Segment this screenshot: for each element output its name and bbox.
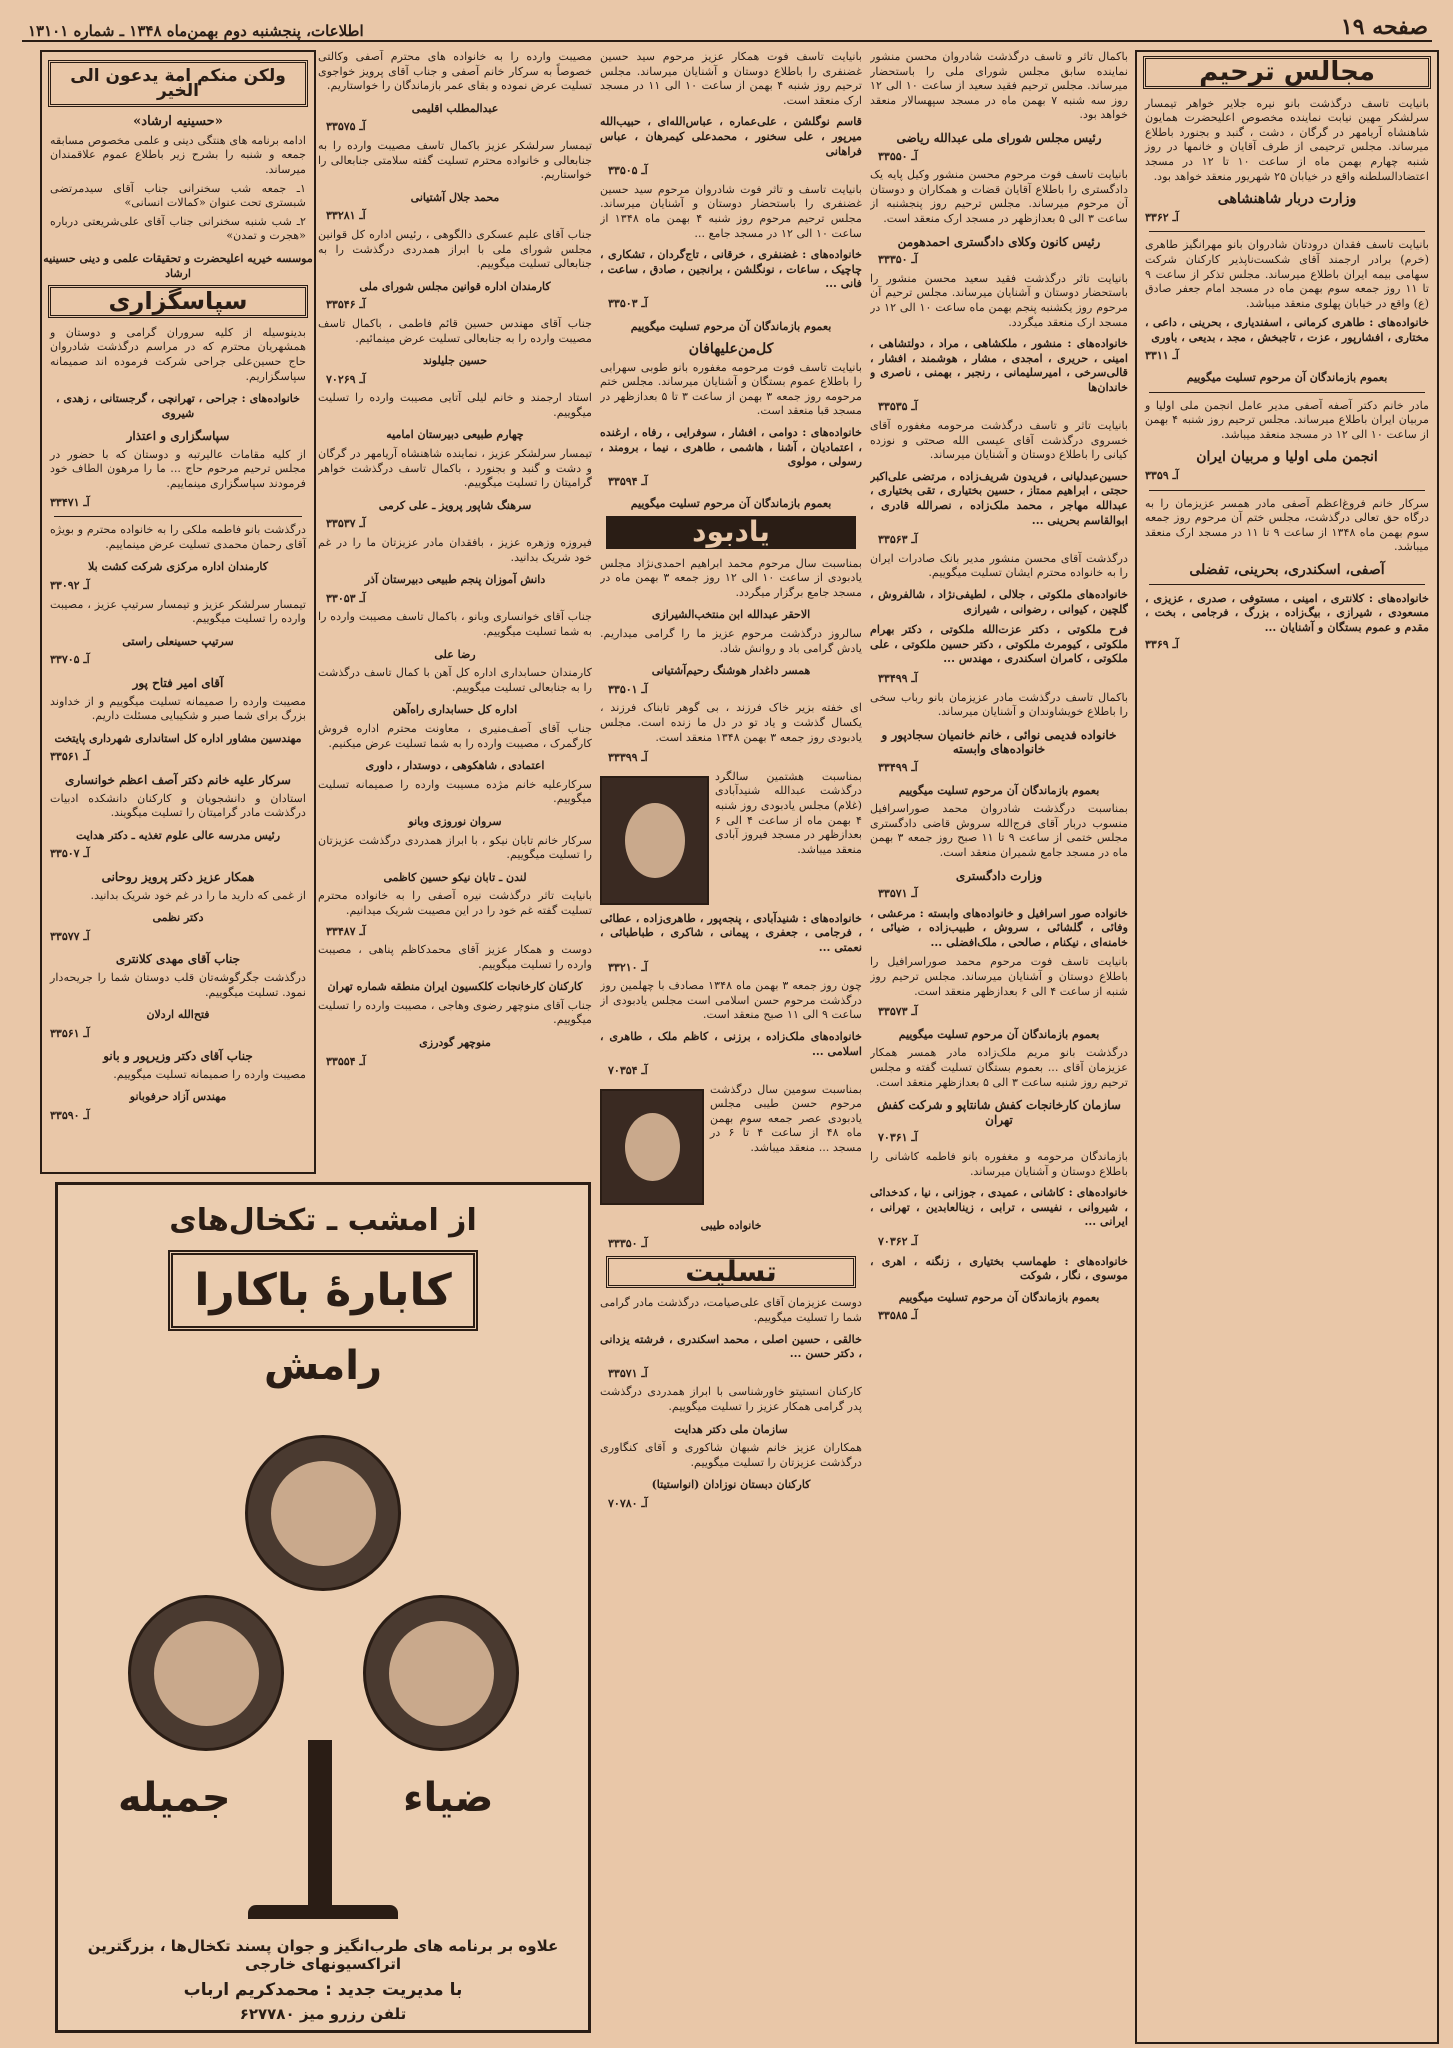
notice-code: آـ ۳۳۱۱ bbox=[1145, 348, 1179, 362]
club-base-icon bbox=[248, 1905, 398, 1919]
notice: بمناسبت هشتمین سالگرد درگذشت عبدالله شنیدآبادی (غلام) مجلس یادبودی روز شنبه ۴ بهمن ماه از ساعت ۴ الی ۶ بعدازظهر در مسجد فیروز آبادی منعقد میباشد. bbox=[715, 769, 862, 856]
banner-yadbood: یادبود bbox=[606, 516, 856, 549]
notice-footer: بعموم بازماندگان آن مرحوم تسلیت میگوییم bbox=[898, 783, 1100, 797]
notice-heading: جناب آقای مهدی کلانتری bbox=[115, 952, 241, 967]
notice-signature: سرتیپ حسینعلی راستی bbox=[122, 634, 234, 648]
notice-code: آـ ۳۳۵۸۵ bbox=[878, 1309, 918, 1323]
notice: بانیایت تاسف فوت همکار عزیز مرحوم سید حسین غضنفری را باطلاع دوستان و آشنایان میرساند. مجلس ترحیم روز شنبه ۴ بهمن از ساعت ۱۰ الی ۱۱ در مسجد ارک منعقد است. bbox=[600, 50, 862, 107]
notice-signature: الاحقر عبدالله ابن منتخب‌الشیرازی bbox=[651, 608, 811, 622]
notice-code: آـ ۳۳۰۹۲ bbox=[50, 579, 90, 593]
notice-code: آـ ۳۳۵۶۱ bbox=[50, 1026, 90, 1040]
notice: از غمی که دارید ما را در غم خود شریک بدانید. bbox=[90, 888, 306, 902]
ad-title: کابارهٔ باکارا bbox=[168, 1250, 478, 1331]
performer-name-right: ضیاء bbox=[403, 1775, 494, 1821]
notice: بانیایت تاسف فوت مرحوم محمد صوراسرافیل را باطلاع دوستان و آشنایان میرساند. مجلس ترحیم روز شنبه از ساعت ۴ الی ۶ بعدازظهر منعقد است. bbox=[870, 955, 1128, 998]
notice: بانیایت تاسف فوت مرحوم محسن منشور وکیل پایه یک دادگستری را باطلاع آقایان قضات و همکاران و دوستان آن مرحوم میرساند. مجلس ترحیم روز پنجشنبه از ساعت ۳ الی ۵ بعدازظهر در مسجد ارک منعقد است. bbox=[870, 168, 1128, 225]
notice: بدینوسیله از کلیه سروران گرامی و دوستان و همشهریان محترم که در مراسم درگذشت شادروان حاج حسین‌علی جراحی شرکت فرموده اند صمیمانه سپاسگزاریم. bbox=[50, 325, 306, 383]
notice-code: آـ ۳۳۲۸۱ bbox=[326, 209, 366, 223]
newspaper-dateline: اطلاعات، پنجشنبه دوم بهمن‌ماه ۱۳۴۸ ـ شماره ۱۳۱۰۱ bbox=[28, 22, 364, 40]
notice: خانواده‌های : منشور ، ملکشاهی ، مراد ، دولتشاهی ، امینی ، حریری ، امجدی ، مشار ، هوشمند ، افشار ، قالی‌سرخی ، امیرسلیمانی ، رنجبر ، بهمنی ، ناصری و خاندان‌ها bbox=[870, 336, 1128, 394]
notice: فیروزه وزهره عزیز ، بافقدان مادر عزیزتان ما را در غم خود شریک بدانید. bbox=[318, 536, 592, 564]
notice-signature: محمد جلال آشتیانی bbox=[410, 190, 500, 204]
notice: بانیایت تاسف فقدان درودتان شادروان بانو مهرانگیز طاهری (خرم) برادر ارجمند آقای شکست‌ناپذیر کارکنان شرکت سهامی بیمه ایران باطلاع میرساند. مجلس تذکر از ساعت ۹ تا ۱۱ روز جمعه سوم بهمن ماه در مسجد امام جعفر صادق (ع) واقع در خیابان پهلوی منعقد میباشد. bbox=[1145, 238, 1429, 310]
notice-signature: سازمان کارخانجات کفش شانتاپو و شرکت کفش تهران bbox=[877, 1098, 1121, 1127]
face-icon bbox=[625, 803, 685, 878]
notice: کارمندان حسابداری اداره کل آهن با کمال تاسف درگذشت را به جنابعالی تسلیت میگوییم. bbox=[318, 666, 592, 694]
notice-code: آـ ۳۳۵۷۳ bbox=[878, 1005, 918, 1019]
notice-signature: دکتر نظمی bbox=[152, 911, 204, 925]
notice-footer: بعموم بازماندگان آن مرحوم تسلیت میگوییم bbox=[898, 1290, 1100, 1304]
notice-signature: رئیس کانون وکلای دادگستری احمدهومن bbox=[897, 234, 1101, 249]
notice-code: آـ ۳۳۴۸۷ bbox=[326, 924, 366, 938]
notice: قاسم نوگلشن ، علی‌عماره ، عباس‌الله‌ای ، حبیب‌الله میرپور ، علی سخنور ، محمدعلی کیمرهان ، عباس فراهانی bbox=[600, 114, 862, 158]
notice-code: آـ ۳۳۰۵۳ bbox=[326, 591, 366, 605]
notice-heading: کل‌من‌علیهافان bbox=[688, 341, 774, 358]
notice-code: آـ ۳۳۵۶۱ bbox=[50, 750, 90, 764]
notice-code: آـ ۷۰۳۶۱ bbox=[878, 1131, 918, 1145]
notice: سالروز درگذشت مرحوم عزیز ما را گرامی میداریم. یادش گرامی باد و روانش شاد. bbox=[600, 627, 862, 655]
notice-code: آـ ۳۳۵۵۴ bbox=[326, 1054, 366, 1068]
notice: جناب آقای آصف‌منیری ، معاونت محترم اداره فروش کارگمرک ، مصیبت وارده را به شما تسلیت عرض میکنیم. bbox=[318, 721, 592, 750]
notice-signature: مهندس آزاد حرفوبانو bbox=[129, 1090, 227, 1104]
notice: سرکار خانم فروغ‌اعظم آصفی مادر همسر عزیزمان را به درگاه حق تعالی درگذشت، مجلس ختم آن مرحوم روز جمعه سوم بهمن ماه ۱۳۴۸ از ساعت ۹ تا ۱۱ در مسجد ارک منعقد میباشد. bbox=[1145, 496, 1429, 554]
notice-signature: کارمندان اداره مرکزی شرکت کشت بلا bbox=[88, 560, 268, 574]
notice-code: آـ ۳۳۷۰۵ bbox=[50, 653, 90, 667]
notice: کارکنان انستیتو خاورشناسی با ابراز همدردی درگذشت پدر گرامی همکار عزیز را تسلیت میگوییم. bbox=[600, 1385, 862, 1414]
notice-code: آـ ۷۰۳۶۲ bbox=[878, 1234, 918, 1248]
notice: بمناسبت درگذشت شادروان محمد صوراسرافیل منسوب دربار آقای فرج‌الله سروش قاضی دادگستری مجلس ختمی از ساعت ۹ تا ۱۱ صبح روز جمعه ۳ بهمن ماه در مسجد جامع شمیران منعقد است. bbox=[870, 802, 1128, 859]
notice-signature: فتح‌الله اردلان bbox=[146, 1008, 210, 1022]
notice: بانیایت تاثر درگذشت نیره آصفی را به خانواده محترم تسلیت گفته غم خود را در این مصیبت شریک میدانیم. bbox=[318, 889, 592, 917]
notice-footer: بعموم بازماندگان آن مرحوم تسلیت میگوییم bbox=[630, 497, 832, 511]
notice-signature: اعتمادی ، شاهکوهی ، دوستدار ، داوری bbox=[365, 759, 545, 773]
notice: فرح ملکوتی ، دکتر عزت‌الله ملکوتی ، دکتر بهرام ملکوتی ، کیومرث ملکوتی ، دکتر حسین ملکوتی ، علی ملکوتی ، کامران اسکندری ، مهندس ... bbox=[870, 622, 1128, 666]
face-icon bbox=[154, 1621, 259, 1726]
notice: خانواده‌های : طهماسب بختیاری ، زنگنه ، اهری ، موسوی ، نگار ، شوکت bbox=[870, 1253, 1128, 1283]
banner-taslit: تسلیت bbox=[606, 1256, 856, 1289]
notice: خالقی ، حسین اصلی ، محمد اسکندری ، فرشته یزدانی ، دکتر حسن ... bbox=[600, 1331, 862, 1361]
notice-code: آـ ۳۳۴۹۹ bbox=[878, 671, 918, 685]
performer-name-left: جمیله bbox=[118, 1775, 231, 1821]
divider bbox=[1149, 490, 1425, 491]
notice: جناب آقای منوچهر رضوی وهاجی ، مصیبت وارده را تسلیت میگوییم. bbox=[318, 998, 592, 1027]
notice-code: آـ ۳۳۵۳۵ bbox=[878, 400, 918, 414]
notice-signature: کارکنان دبستان نوزادان (انواستیتا) bbox=[651, 1478, 811, 1492]
notice-signature: اداره کل حسابداری راه‌آهن bbox=[392, 703, 518, 717]
banner-subtitle: «حسینیه ارشاد» bbox=[133, 114, 223, 130]
notice: بازماندگان مرحومه و مغفوره بانو فاطمه کاشانی را باطلاع دوستان و آشنایان میرساند. bbox=[870, 1150, 1128, 1178]
notice-code: آـ ۳۳۵۵۰ bbox=[878, 149, 918, 163]
notice-signature: انجمن ملی اولیا و مربیان ایران bbox=[1196, 449, 1378, 466]
notice-signature: همسر داغدار هوشنگ رحیم‌آشتیانی bbox=[651, 664, 811, 678]
notice-signature: کارمندان اداره قوانین مجلس شورای ملی bbox=[359, 279, 551, 293]
page-number: صفحه ۱۹ bbox=[1340, 14, 1428, 40]
portrait-photo bbox=[600, 1089, 704, 1205]
notice-signature: خانواده طیبی bbox=[700, 1218, 762, 1232]
divider bbox=[1149, 231, 1425, 232]
notice: ۲ـ شب شنبه سخنرانی جناب آقای علی‌شریعتی درباره «هجرت و تمدن» bbox=[50, 214, 306, 243]
notice: بمناسبت سومین سال درگذشت مرحوم حسن طیبی مجلس یادبودی عصر جمعه سوم بهمن ماه ۴۸ از ساعت ۴ تا ۶ در مسجد ... منعقد میباشد. bbox=[710, 1082, 862, 1155]
singer-photo bbox=[245, 1435, 401, 1591]
notice-heading: سپاسگزاری و اعتذار bbox=[126, 429, 230, 444]
column-mourning-2 bbox=[870, 50, 1128, 2040]
notice: باکمال تاثر و تاسف درگذشت شادروان محسن منشور نماینده سابق مجلس شورای ملی را باستحضار میرساند. مجلس ترحیم فقید سعید از ساعت ۱۰ الی ۱۲ روز سه شنبه ۷ بهمن ماه در مسجد سپهسالار منعقد خواهد بود. bbox=[870, 50, 1128, 122]
notice: درگذشت بانو فاطمه ملکی را به خانواده محترم و بویژه آقای رحمان محمدی تسلیت عرض مینماییم. bbox=[50, 523, 306, 551]
notice: چون روز جمعه ۳ بهمن ماه ۱۳۴۸ مصادف با چهلمین روز درگذشت مرحوم حسن اسلامی است مجلس یادبودی از ساعت ۹ الی ۱۱ صبح منعقد است. bbox=[600, 979, 862, 1022]
performer-photo-left bbox=[128, 1595, 284, 1751]
notice: مصیبت وارده را به خانواده های محترم آصفی وکالتی خصوصاً به سرکار خانم آصفی و جناب آقای پرویز خواجوی تسلیت عرض نموده و بقای عمر بازماندگان را خواستاریم. bbox=[318, 50, 592, 93]
notice-code: آـ ۳۳۶۲ bbox=[1145, 210, 1179, 224]
notice: درگذشت آقای محسن منشور مدیر بانک صادرات ایران را به خانواده محترم ایشان تسلیت میگوییم. bbox=[870, 551, 1128, 580]
notice: مصیبت وارده را صمیمانه تسلیت میگوییم. bbox=[113, 1067, 306, 1081]
divider bbox=[1149, 584, 1425, 585]
notice-code: آـ ۳۳۵۹۰ bbox=[50, 1109, 90, 1123]
cabaret-advertisement bbox=[55, 1182, 591, 2033]
notice-code: آـ ۳۳۶۹ bbox=[1145, 638, 1179, 652]
notice: خانواده‌های : شنیدآبادی ، پنجه‌پور ، طاهری‌زاده ، عطائی ، فرجامی ، جعفری ، پیمانی ، شاکری ، طباطبائی ، نعمتی ... bbox=[600, 910, 862, 954]
performer-photo-right bbox=[363, 1595, 519, 1751]
notice-signature: دانش آموزان پنجم طبیعی دبیرستان آذر bbox=[364, 573, 546, 587]
notice: خانواده‌های ملکوتی ، جلالی ، لطیفی‌نژاد ، شالفروش ، گلچین ، کیوانی ، رضوانی ، شیرازی bbox=[870, 587, 1128, 616]
notice: خانواده‌های : کاشانی ، عمیدی ، جوزانی ، نیا ، کدخدائی ، شیروانی ، نفیسی ، ترابی ، زینالعابدین ، تهرانی ، ایرانی ... bbox=[870, 1185, 1128, 1229]
notice-code: آـ ۳۳۴۷۱ bbox=[50, 495, 90, 509]
banner-quran-verse: ولکن منکم امة یدعون الی الخیر bbox=[48, 60, 308, 107]
notice-signature: عبدالمطلب اقلیمی bbox=[411, 101, 499, 115]
notice-footer: بعموم بازماندگان آن مرحوم تسلیت میگوییم bbox=[1186, 371, 1388, 385]
notice-code: آـ ۳۳۵۷۱ bbox=[878, 887, 918, 901]
notice-heading: همکار عزیز دکتر پرویز روحانی bbox=[101, 869, 255, 884]
notice-code: آـ ۳۳۵۷۷ bbox=[50, 929, 90, 943]
notice-code: آـ ۳۳۵۰۵ bbox=[608, 164, 648, 178]
portrait-photo bbox=[600, 776, 709, 905]
notice: دوست و همکار عزیز آقای محمدکاظم پناهی ، مصیبت وارده را تسلیت میگوییم. bbox=[318, 943, 592, 971]
notice-code: آـ ۳۳۵۶۳ bbox=[878, 533, 918, 547]
notice-code: آـ ۳۳۵۰۳ bbox=[608, 296, 648, 310]
notice: مادر خانم دکتر آصفه آصفی مدیر عامل انجمن ملی اولیا و مربیان ایران باطلاع میرساند. مجلس ترحیم روز شنبه ۴ بهمن از ساعت ۱۰ الی ۱۲ در مسجد منعقد میباشد. bbox=[1145, 398, 1429, 441]
notice-footer: بعموم بازماندگان آن مرحوم تسلیت میگوییم bbox=[898, 1027, 1100, 1041]
notice-code: آـ ۳۳۳۵۰ bbox=[878, 253, 918, 267]
face-icon bbox=[389, 1621, 494, 1726]
notice-signature: مهندسین مشاور اداره کل استانداری شهرداری پایتخت bbox=[54, 731, 302, 745]
notice-signature: کارکنان کارخانجات کلکسیون ایران منطقه شماره تهران bbox=[327, 980, 583, 994]
notice-signature: سازمان ملی دکتر هدایت bbox=[674, 1422, 788, 1436]
notice-heading: جناب آقای دکتر وزیرپور و بانو bbox=[103, 1049, 253, 1064]
banner-sepasgozari: سپاسگزاری bbox=[48, 285, 308, 318]
notice-signature: چهارم طبیعی دبیرستان امامیه bbox=[386, 428, 524, 442]
notice: ادامه برنامه های هنتگی دینی و علمی مخصوص مسابقه جمعه و شنبه را بشرح زیر باطلاع عموم علاقمندان میرساند. bbox=[50, 133, 306, 176]
notice: استاد ارجمند و خانم لیلی آتایی مصیبت وارده را تسلیت میگوییم. bbox=[318, 391, 592, 419]
notice-code: آـ ۳۳۳۵۰ bbox=[608, 1237, 648, 1251]
notice-code: آـ ۳۳۵۳۷ bbox=[326, 517, 366, 531]
ad-headline: از امشب ـ تکخال‌های bbox=[169, 1203, 477, 1238]
notice-signature: رئیس مدرسه عالی علوم تغذیه ـ دکتر هدایت bbox=[75, 828, 281, 842]
notice-signature: موسسه خیریه اعلیحضرت و تحقیقات علمی و دینی حسینیه ارشاد bbox=[43, 251, 313, 280]
notice: بانیایت تاسف و تاثر فوت شادروان مرحوم سید حسین غضنفری را باستحضار دوستان و آشنایان میرساند. مجلس ترحیم مرحوم روز شنبه ۴ بهمن ماه ۱۳۴۸ از ساعت ۱۰ الی ۱۲ در مسجد جامع ... bbox=[600, 182, 862, 240]
notice-signature: آصفی، اسکندری، بحرینی، تفضلی bbox=[1189, 562, 1385, 579]
notice: سرکار خانم تابان نیکو ، با ابراز همدردی درگذشت عزیزتان را تسلیت میگوییم. bbox=[318, 833, 592, 862]
notice: ای خفته بزیر خاک فرزند ، بی گوهر تابناک فرزند ، یکسال گذشت و یاد تو در دل ما زنده است. مجلس یادبودی روز جمعه ۳ بهمن ۱۳۴۸ منعقد است. bbox=[600, 701, 862, 744]
column-condolence-2 bbox=[40, 50, 316, 1174]
notice-code: آـ ۳۳۵۴۶ bbox=[326, 298, 366, 312]
notice: خانواده‌های : غضنفری ، خرقانی ، تاج‌گردان ، تشکاری ، چاچیک ، ساعات ، نونگلشن ، برانجین ، صادق ، ساعت ، فانی ... bbox=[600, 247, 862, 291]
notice-code: آـ ۳۳۵۹۴ bbox=[608, 474, 648, 488]
notice-code: آـ ۳۳۲۱۰ bbox=[608, 960, 648, 974]
notice: سرکارعلیه خانم مژده مسیبت وارده را صمیمانه تسلیت میگوییم. bbox=[318, 777, 592, 806]
notice-signature: لندن ـ تابان نیکو حسین کاظمی bbox=[383, 870, 527, 884]
face-icon bbox=[625, 1113, 680, 1181]
notice: جناب آقای مهندس حسین قائم فاطمی ، باکمال تاسف مصیبت وارده را به جنابعالی تسلیت عرض مینمائیم. bbox=[318, 316, 592, 345]
notice: جناب آقای علیم عسکری دالگوهی ، رئیس اداره کل قوانین مجلس شورای ملی با ابراز همدردی درگذشت را به جنابعالی تسلیت میگوییم. bbox=[318, 227, 592, 271]
notice-code: آـ ۷۰۳۵۴ bbox=[608, 1064, 648, 1078]
notice: بانیایت تاثر و تاسف درگذشت مرحومه مغفوره آقای خسروی درگذشت آقای عیسی الله صحتی و نوزده کیانی را باطلاع دوستان و آشنایان میرساند. bbox=[870, 419, 1128, 462]
notice-signature: خانواده فدیمی نوائی ، خانم خانمیان سجادپور و خانواده‌های وابسته bbox=[881, 727, 1117, 757]
divider bbox=[54, 516, 302, 517]
notice-code: آـ ۷۰۷۸۰ bbox=[608, 1497, 648, 1510]
notice-code: آـ ۳۳۵۰۷ bbox=[50, 847, 90, 861]
notice-code: آـ ۳۳۵۹ bbox=[1145, 469, 1179, 483]
notice: بانیایت تاثر درگذشت فقید سعید محسن منشور را باستحضار دوستان و آشنایان میرساند. مجلس ترحیم آن مرحوم روز یکشنبه پنجم بهمن ماه ساعت ۱۰ الی ۱۲ در مسجد ارک منعقد میگردد. bbox=[870, 271, 1128, 329]
notice-signature: حسین جلیلوند bbox=[422, 354, 488, 368]
notice: ۱ـ جمعه شب سخنرانی جناب آقای سیدمرتضی شبستری تحت عنوان «کمالات انسانی» bbox=[50, 181, 306, 210]
notice: تیمسار سرلشکر عزیز ، نماینده شاهنشاه آریامهر در گرگان و دشت و گنبد و بجنورد ، باکمال تاسف درگذشت خواهر گرامیتان را تسلیت میگوییم. bbox=[318, 447, 592, 490]
club-stem-icon bbox=[308, 1740, 332, 1910]
notice: خانواده صور اسرافیل و خانواده‌های وابسته : مرعشی ، وفائی ، گلشائی ، سروش ، طبیب‌زاده ، ضیائی ، خامنه‌ای ، نیکنام ، صالحی ، ملک‌افضلی ... bbox=[870, 905, 1128, 949]
notice-signature: سرهنگ شاپور پرویز ـ علی کرمی bbox=[378, 498, 532, 512]
notice: بمناسبت سال مرحوم محمد ابراهیم احمدی‌نژاد مجلس یادبودی از ساعت ۱۰ الی ۱۲ روز جمعه ۳ بهمن ماه در مسجد جامع برگزار میگردد. bbox=[600, 556, 862, 599]
ad-singer-name: رامش bbox=[263, 1343, 383, 1389]
notice: جناب آقای خوانساری وبانو ، باکمال تاسف مصیبت وارده را به شما تسلیت میگوییم. bbox=[318, 610, 592, 638]
notice-signature: سروان نوروزی وبانو bbox=[408, 814, 502, 828]
notice: باکمال تاسف درگذشت مادر عزیزمان بانو رباب سخی را باطلاع خویشاوندان و آشنایان میرساند. bbox=[870, 690, 1128, 719]
notice-signature: وزارت دربار شاهنشاهی bbox=[1217, 191, 1357, 208]
notice: حسین‌عبدلیانی ، فریدون شریف‌زاده ، مرتضی علی‌اکبر حجتی ، ابراهیم ممتاز ، حسین بختیاری ، تقی بختیاری ، عبدالله مهاجر ، محمد ملک‌زاده ، نصرالله قادری ، ابوالقاسم بحرینی ... bbox=[870, 468, 1128, 527]
banner-majales-tarhim: مجالس ترحیم bbox=[1143, 56, 1431, 89]
notice-heading: سرکار علیه خانم دکتر آصف اعظم خوانساری bbox=[65, 772, 291, 787]
notice: خانواده‌های : دوامی ، افشار ، سوفرایی ، رفاه ، ارغنده ، اعتمادیان ، آشنا ، هاشمی ، طاهری ، نیما ، برومند ، رسولی ، مولوی bbox=[600, 425, 862, 469]
column-condolence-1 bbox=[318, 50, 592, 1170]
notice: بانیایت تاسف درگذشت بانو نیره جلایر خواهر تیمسار سرلشکر مهین نیابت نماینده مخصوص اعلیحضرت همایون شاهنشاه آریامهر در گرگان ، دشت ، گنبد و بجنورد باطلاع میرساند. مجلس ترحیمی از طرف آقایان و خانمها در روز شنبه چهارم بهمن ماه از ساعت ۱۰ تا ۱۲ در مسجد اعتضادالسلطنه واقع در خیابان ۲۵ شهریور منعقد خواهد بود. bbox=[1145, 96, 1429, 183]
notice-code: آـ ۳۳۴۹۹ bbox=[878, 760, 918, 774]
notice: بانیایت تاسف فوت مرحومه مغفوره بانو طوبی سهرابی را باطلاع عموم بستگان و آشنایان میرساند. مجلس ختم مرحومه روز جمعه ۳ بهمن از ساعت ۳ تا ۵ بعدازظهر در مسجد قبا منعقد است. bbox=[600, 360, 862, 418]
notice-signature: رئیس مجلس شورای ملی عبدالله ریاضی bbox=[896, 130, 1102, 145]
notice-with-photo bbox=[600, 1083, 862, 1211]
notice-signature: خانواده‌های : جراحی ، تهرانچی ، گرجستانی ، زهدی ، شیروی bbox=[56, 392, 300, 420]
notice-signature: وزارت دادگستری bbox=[955, 868, 1043, 883]
notice-signature: رضا علی bbox=[434, 647, 476, 661]
notice-with-photo bbox=[600, 770, 862, 911]
notice-code: آـ ۳۳۳۹۹ bbox=[608, 751, 648, 765]
notice: درگذشت بانو مریم ملک‌زاده مادر همسر همکار عزیزمان آقای ... بعموم بستگان تسلیت گفته و مجلس ترحیم روز شنبه ساعت ۳ الی ۵ بعدازظهر منعقد است. bbox=[870, 1046, 1128, 1089]
ad-phone: تلفن رزرو میز ۶۲۷۷۸۰ bbox=[239, 2005, 407, 2023]
notice-code: آـ ۳۳۵۰۱ bbox=[608, 682, 648, 696]
column-mourning-1 bbox=[1135, 50, 1439, 2044]
notice-code: آـ ۷۰۲۶۹ bbox=[326, 372, 366, 386]
notice: خانواده‌های : طاهری کرمانی ، اسفندیاری ، بحرینی ، داعی ، مختاری ، افشارپور ، عزت ، تاجبخش ، مجد ، بدیعی ، باوری bbox=[1145, 315, 1429, 344]
notice: همکاران عزیز خانم شبهان شاکوری و آقای کنگاوری درگذشت عزیزتان را تسلیت میگوییم. bbox=[600, 1441, 862, 1469]
notice: خانواده‌های : کلانتری ، امینی ، مستوفی ، صدری ، عزیزی ، مسعودی ، شیرازی ، بیگ‌زاده ، بزرگ ، فرجامی ، بخت ، مقدم و عموم بستگان و آشنایان ... bbox=[1145, 590, 1429, 634]
notice: تیمسار سرلشکر عزیز باکمال تاسف مصیبت وارده را به جنابعالی و خانواده محترم تسلیت گفته سلامتی جنابعالی را خواستاریم. bbox=[318, 138, 592, 182]
column-mourning-3 bbox=[600, 50, 862, 2040]
notice-footer: بعموم بازماندگان آن مرحوم تسلیت میگوییم bbox=[630, 319, 832, 333]
notice: مصیبت وارده را صمیمانه تسلیت میگوییم و از خداوند بزرگ برای شما صبر و شکیبایی مسئلت داریم. bbox=[50, 694, 306, 723]
notice: استادان و دانشجویان و کارکنان دانشکده ادبیات درگذشت مادر گرامیتان را تسلیت میگویند. bbox=[50, 791, 306, 820]
page-header bbox=[22, 6, 1432, 42]
notice-code: آـ ۳۳۵۷۵ bbox=[326, 120, 366, 134]
notice: تیمسار سرلشکر عزیز و تیمسار سرتیپ عزیز ، مصیبت وارده را تسلیت میگوییم. bbox=[50, 597, 306, 626]
ad-footnote: علاوه بر برنامه های طرب‌انگیز و جوان پسند تکخال‌ها ، بزرگترین اتراکسیونهای خارجی bbox=[87, 1937, 559, 1973]
ad-management: با مدیریت جدید : محمدکریم ارباب bbox=[183, 1980, 463, 2000]
notice: درگذشت جگرگوشه‌تان قلب دوستان شما را جریحه‌دار نمود. تسلیت میگوییم. bbox=[50, 970, 306, 999]
notice: خانواده‌های ملک‌زاده ، برزنی ، کاظم ملک ، طاهری ، اسلامی ... bbox=[600, 1028, 862, 1058]
divider bbox=[1149, 392, 1425, 393]
notice: دوست عزیزمان آقای علی‌صیامت، درگذشت مادر گرامی شما را تسلیت میگوییم. bbox=[600, 1296, 862, 1325]
notice-signature: منوچهر گودرزی bbox=[419, 1036, 491, 1050]
notice-code: آـ ۳۳۵۷۱ bbox=[608, 1366, 648, 1380]
notice-heading: آقای امیر فتاح پور bbox=[132, 676, 224, 690]
notice: از کلیه مقامات عالیرتبه و دوستان که با حضور در مجلس ترحیم مرحوم حاج ... ما را مرهون الطاف خود فرمودند سپاسگزاری مینماییم. bbox=[50, 447, 306, 491]
face-icon bbox=[271, 1461, 376, 1566]
